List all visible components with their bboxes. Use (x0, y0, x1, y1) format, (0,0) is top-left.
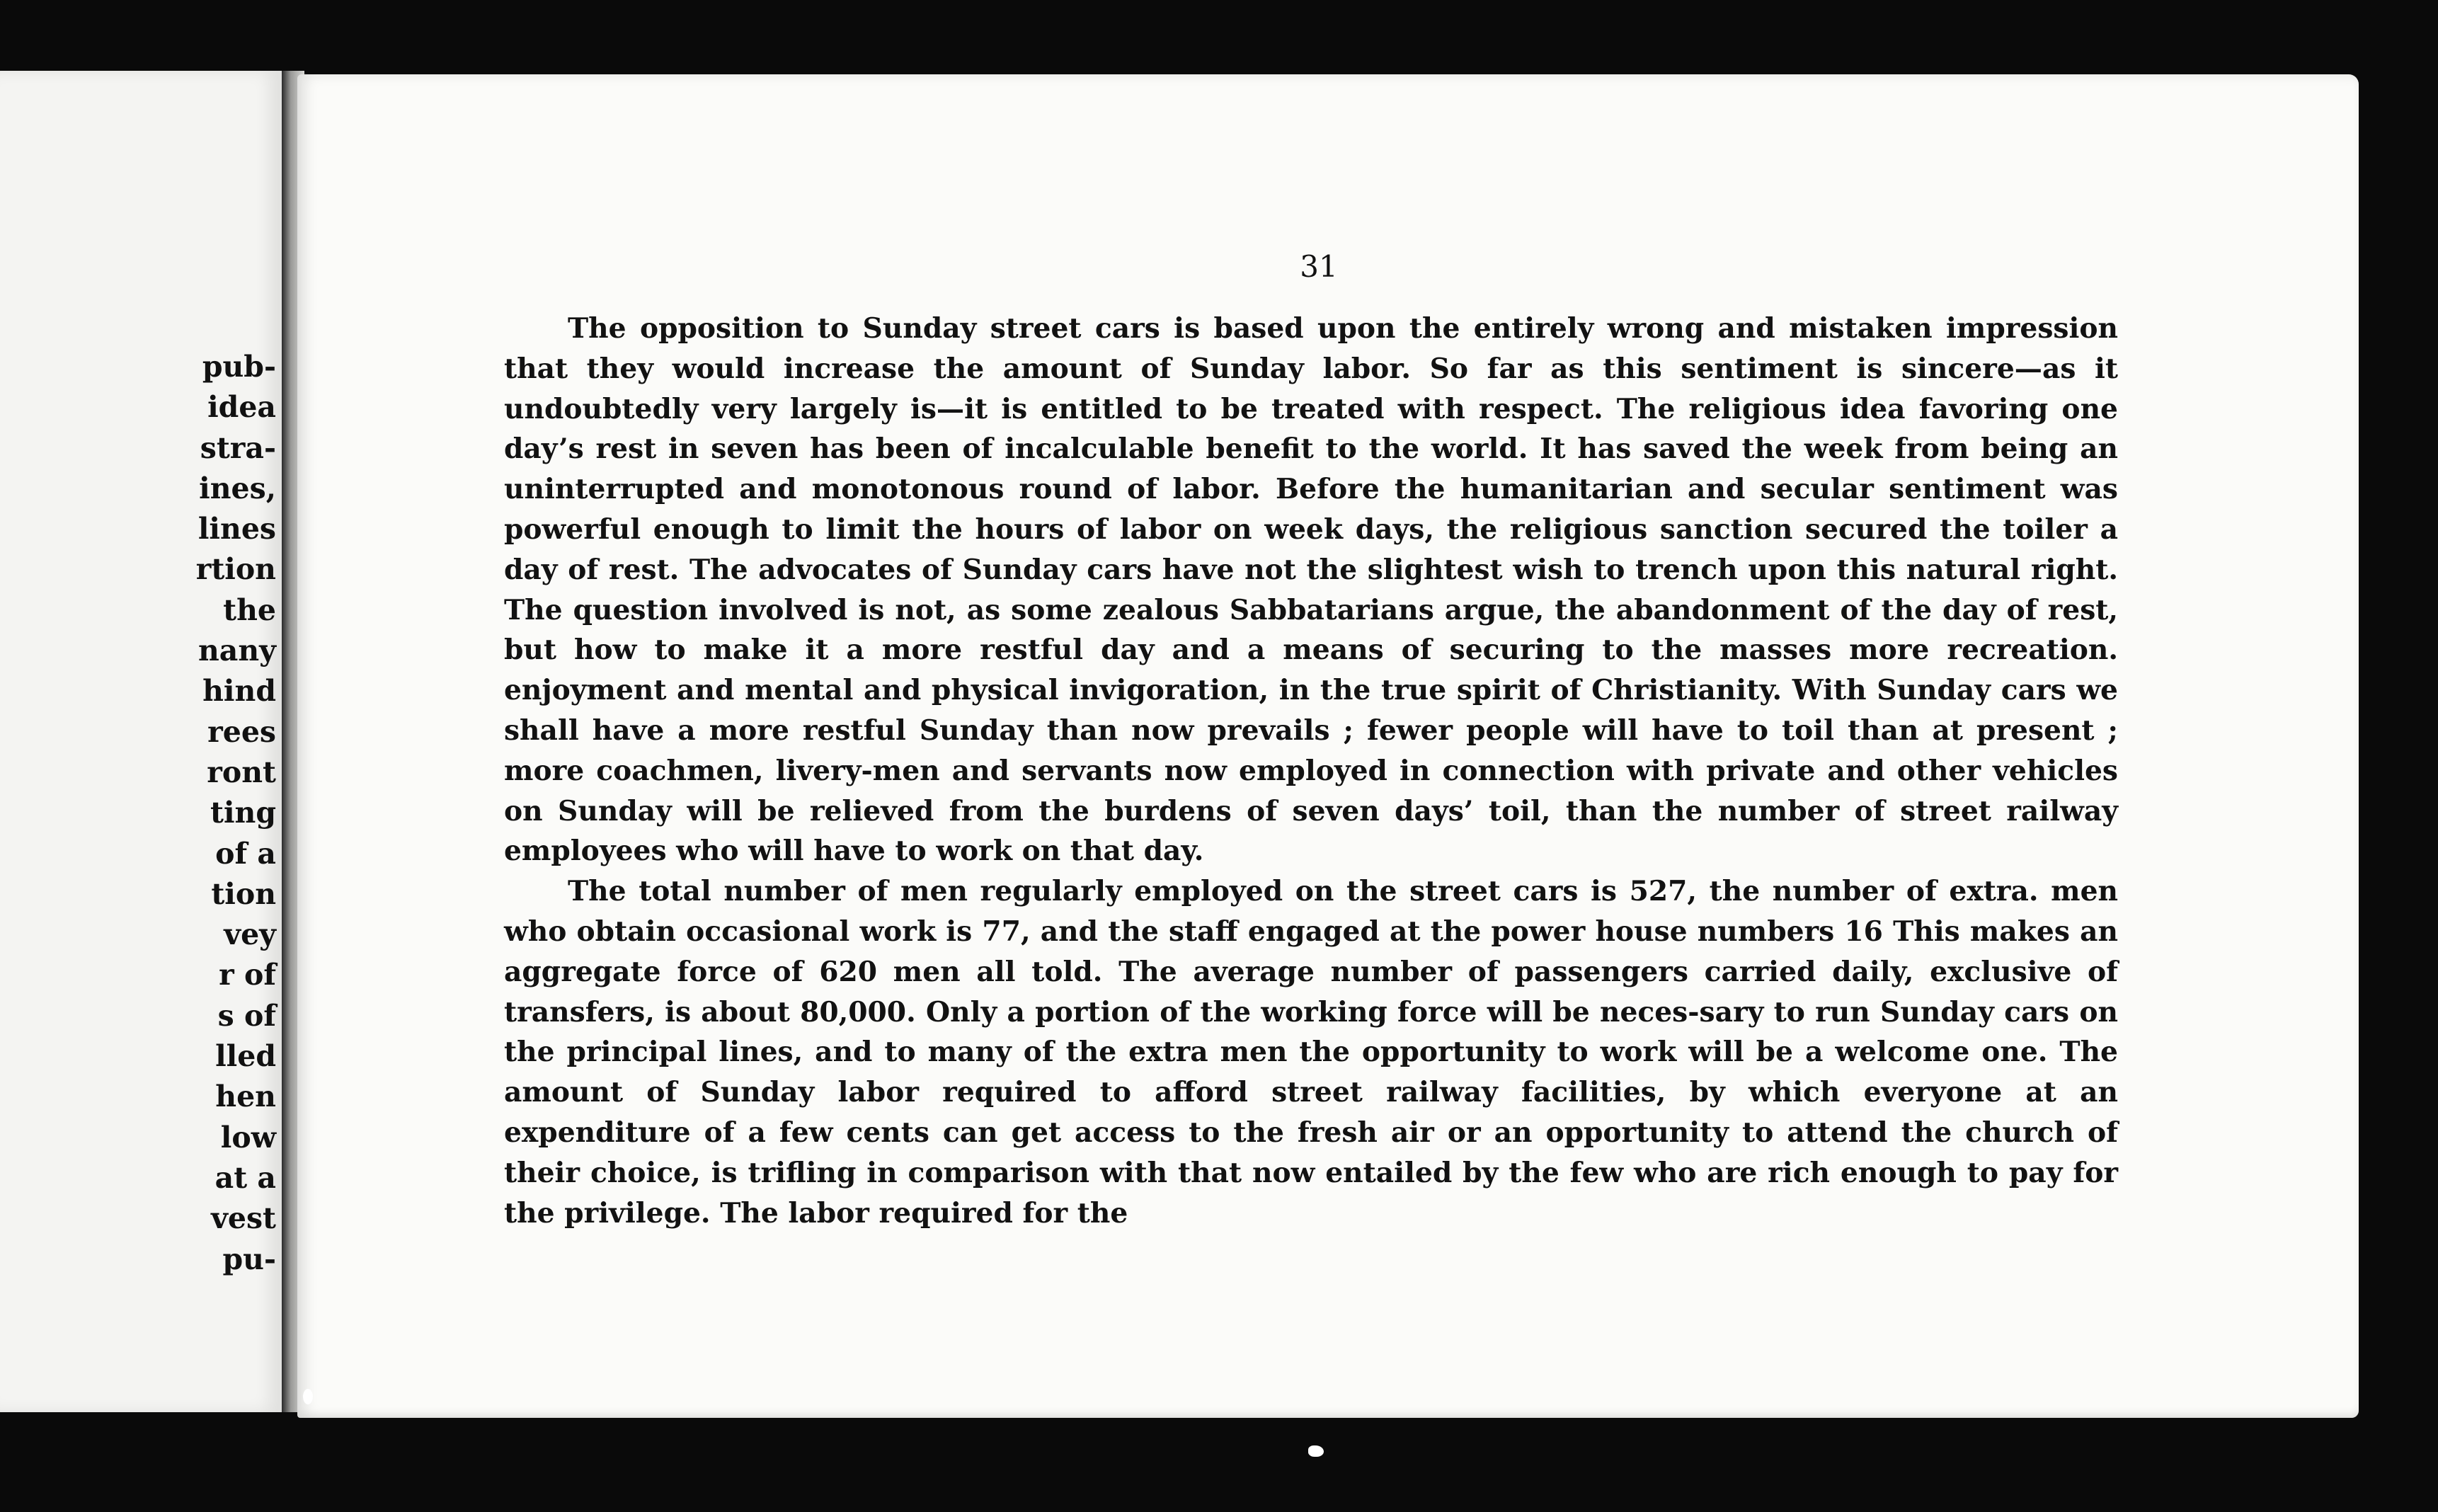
left-page-fragment: of a (215, 836, 276, 871)
paper-speck (1308, 1445, 1324, 1457)
left-page-fragment: ront (207, 755, 276, 789)
left-page-text-fragments (196, 347, 276, 1280)
left-page-fragment: hind (202, 674, 276, 709)
left-page-fragment: low (220, 1120, 276, 1155)
left-page-fragment: r of (219, 958, 276, 992)
left-page-fragment: idea (207, 390, 276, 425)
left-page-fragment: pub- (202, 350, 276, 384)
left-page-fragment: ting (210, 796, 276, 830)
left-page-fragment: tion (211, 876, 276, 911)
left-page-fragment: nany (198, 634, 276, 668)
left-page-fragment: s of (217, 998, 276, 1033)
left-page-fragment: lines (198, 512, 276, 546)
paragraph-sunday-cars-opposition: The opposition to Sunday street cars is based upon the entirely wrong and mistaken impression that they would increase the amount of Sunday labor. So far as this sentiment is sincere—as it undoubtedly very largely is—it is entitled to be treated with respect. The religious idea favoring one day’s rest in seven has been of incalculable benefit to the world. It has saved the week from being an uninterrupted and monotonous round of labor. Before the humanitarian and secular sentiment was powerful enough to limit the hours of labor on week days, the religious sanction secured the toiler a day of rest. The advocates of Sunday cars have not the slightest wish to trench upon this natural right. The question involved is not, as some zealous Sabbatarians argue, the abandonment of the day of rest, but how to make it a more restful day and a means of securing to the masses more recreation. enjoyment and mental and physical invigoration, in the true spirit of Christianity. With Sunday cars we shall have a more restful Sunday than now prevails ; fewer people will have to toil than at present ; more coachmen, livery-men and servants now employed in connection with private and other vehicles on Sunday will be relieved from the burdens of seven days’ toil, than the number of street railway employees who will have to work on that day. (504, 312, 2118, 868)
left-page-fragment: at a (214, 1160, 276, 1195)
left-page-fragment: rtion (195, 552, 276, 587)
left-page-fragment: hen (215, 1079, 276, 1114)
left-page (0, 71, 282, 1412)
left-page-fragment: vey (224, 917, 276, 952)
left-page-fragment: ines, (199, 471, 276, 505)
left-page-fragment: stra- (200, 430, 276, 465)
left-page-fragment: vest (211, 1201, 276, 1236)
left-page-fragment: the (223, 592, 276, 627)
left-page-fragment: rees (207, 714, 276, 749)
page-body-text (504, 309, 2118, 1233)
left-page-fragment: pu- (222, 1242, 276, 1276)
paper-speck (303, 1389, 313, 1404)
paragraph-workforce-figures: The total number of men regularly employed on the street cars is 527, the number of extra. men who obtain occasional work is 77, and the staff engaged at the power house numbers 16 This makes an aggregate force of 620 men all told. The average number of passengers carried daily, exclusive of transfers, is about 80,000. Only a portion of the working force will be neces-sary to run Sunday cars on the principal lines, and to many of the extra men the opportunity to work will be a welcome one. The amount of Sunday labor required to afford street railway facilities, by which everyone at an expenditure of a few cents can get access to the fresh air or an opportunity to attend the church of their choice, is trifling in comparison with that now entailed by the few who are rich enough to pay for the privilege. The labor required for the (504, 875, 2118, 1230)
page-number: 31 (1300, 249, 1338, 284)
left-page-fragment: lled (215, 1039, 276, 1074)
